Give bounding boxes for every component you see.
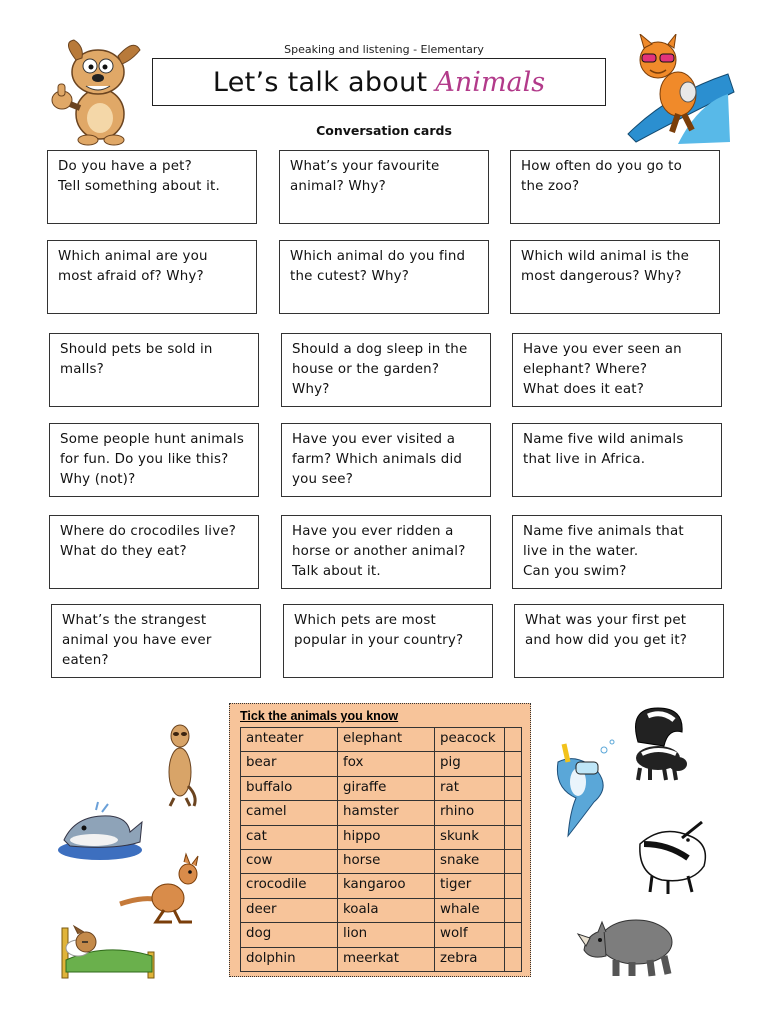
animal-cell: peacock — [434, 727, 505, 752]
conversation-card: What’s your favourite animal? Why? — [279, 150, 489, 224]
conversation-card: Where do crocodiles live? What do they eat? — [49, 515, 259, 589]
page-title: Let’s talk about — [212, 66, 428, 98]
rhino-illustration — [576, 904, 682, 980]
tick-cell[interactable] — [504, 800, 522, 825]
animal-cell: buffalo — [240, 776, 338, 801]
cards-heading: Conversation cards — [316, 123, 452, 138]
animal-cell: whale — [434, 898, 505, 923]
tick-table-title: Tick the animals you know — [240, 709, 399, 723]
animal-cell: pig — [434, 751, 505, 776]
dog-illustration — [40, 34, 144, 146]
dog-in-bed-illustration — [56, 912, 160, 982]
cat-surfing-illustration — [618, 34, 738, 146]
conversation-card: Should a dog sleep in the house or the garden? Why? — [281, 333, 491, 407]
tick-cell[interactable] — [504, 947, 522, 972]
animal-cell: hamster — [337, 800, 435, 825]
animal-cell: koala — [337, 898, 435, 923]
tick-cell[interactable] — [504, 849, 522, 874]
meerkat-illustration — [158, 716, 202, 808]
animal-cell: wolf — [434, 922, 505, 947]
animal-cell: kangaroo — [337, 873, 435, 898]
title-box — [152, 58, 606, 106]
conversation-card: How often do you go to the zoo? — [510, 150, 720, 224]
skunk-illustration — [628, 702, 694, 784]
tick-cell[interactable] — [504, 776, 522, 801]
tick-cell[interactable] — [504, 898, 522, 923]
animal-cell: zebra — [434, 947, 505, 972]
conversation-card: Which pets are most popular in your country? — [283, 604, 493, 678]
dolphin-illustration — [538, 732, 620, 838]
conversation-card: Which animal are you most afraid of? Why? — [47, 240, 257, 314]
conversation-card: Have you ever ridden a horse or another animal? Talk about it. — [281, 515, 491, 589]
animal-cell: lion — [337, 922, 435, 947]
animal-cell: crocodile — [240, 873, 338, 898]
tick-cell[interactable] — [504, 922, 522, 947]
conversation-card: What’s the strangest animal you have ever eaten? — [51, 604, 261, 678]
animal-cell: dog — [240, 922, 338, 947]
animal-cell: fox — [337, 751, 435, 776]
conversation-card: Which animal do you find the cutest? Why? — [279, 240, 489, 314]
conversation-card: Have you ever visited a farm? Which animals did you see? — [281, 423, 491, 497]
conversation-card: Do you have a pet? Tell something about it. — [47, 150, 257, 224]
animal-cell: anteater — [240, 727, 338, 752]
animal-cell: elephant — [337, 727, 435, 752]
animal-cell: rhino — [434, 800, 505, 825]
conversation-card: Have you ever seen an elephant? Where? What does it eat? — [512, 333, 722, 407]
conversation-card: Name five animals that live in the water. Can you swim? — [512, 515, 722, 589]
animal-cell: cow — [240, 849, 338, 874]
anteater-illustration — [632, 814, 712, 896]
animal-cell: rat — [434, 776, 505, 801]
animal-cell: cat — [240, 825, 338, 850]
conversation-card: Name five wild animals that live in Africa. — [512, 423, 722, 497]
conversation-card: Some people hunt animals for fun. Do you like this? Why (not)? — [49, 423, 259, 497]
animal-cell: camel — [240, 800, 338, 825]
conversation-card: What was your first pet and how did you get it? — [514, 604, 724, 678]
tick-cell[interactable] — [504, 873, 522, 898]
animal-cell: skunk — [434, 825, 505, 850]
worksheet-subtitle: Speaking and listening - Elementary — [284, 43, 484, 56]
tick-cell[interactable] — [504, 727, 522, 752]
page-title-accent: Animals — [435, 66, 546, 98]
tick-cell[interactable] — [504, 825, 522, 850]
animal-cell: tiger — [434, 873, 505, 898]
animal-cell: snake — [434, 849, 505, 874]
animal-cell: meerkat — [337, 947, 435, 972]
animal-cell: deer — [240, 898, 338, 923]
animal-cell: bear — [240, 751, 338, 776]
conversation-card: Which wild animal is the most dangerous? Why? — [510, 240, 720, 314]
conversation-card: Should pets be sold in malls? — [49, 333, 259, 407]
tick-cell[interactable] — [504, 751, 522, 776]
animal-cell: hippo — [337, 825, 435, 850]
animal-cell: giraffe — [337, 776, 435, 801]
animal-cell: dolphin — [240, 947, 338, 972]
animal-cell: horse — [337, 849, 435, 874]
